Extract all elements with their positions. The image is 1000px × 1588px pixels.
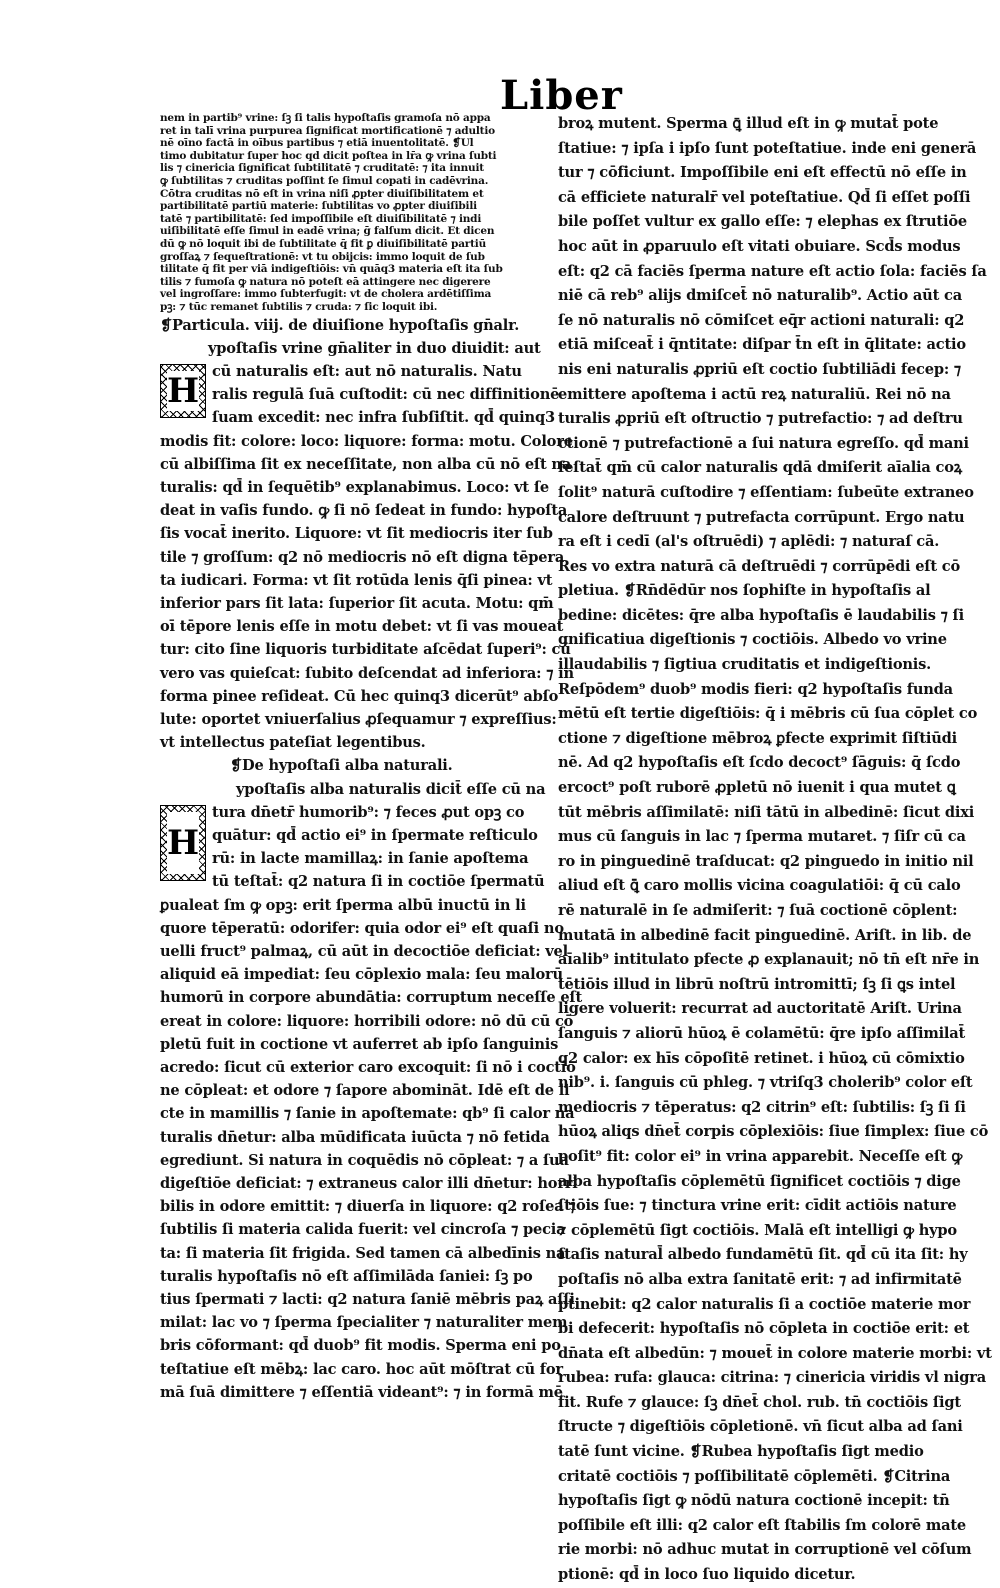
text-line: ro in pinguedinē traſducat: q2 pinguedo in initio nil	[558, 852, 974, 870]
text-line: timo dubitatur ſuper hoc qd dicit poſtea in lr̄a ꝙ vrina ſubti	[160, 149, 497, 162]
text-line: aliud eſt ꝗ̄ caro mollis vicina coagulatiōi: q̄ cū calo	[558, 877, 961, 895]
text-line: poſſibile eſt illi: q2 calor eſt ſtabilis ſm colorē mate	[558, 1516, 967, 1534]
text-line: mētū eſt tertie digeſtiōis: q̄ i mēbris cū ſua cōplet co	[558, 705, 978, 723]
text-line: teſtatiue eſt mēbꝝ: lac caro. hoc aūt mōſtrat cū for	[160, 1360, 563, 1378]
text-line: ligere voluerit: recurrat ad auctoritatē Ariſt. Urina	[558, 1000, 962, 1018]
text-line: tur: cito ſine liquoris turbiditate aſcēdat ſuperi⁹: cū	[160, 641, 571, 659]
text-line: modis fit: colore: loco: liquore: forma: motu. Colore	[160, 432, 573, 450]
text-line: poſtaſis nō alba extra ſanitatē erit: ⁊ ad infirmitatē	[558, 1270, 962, 1288]
text-line: quātur: qd̄ actio ei⁹ in ſpermate reſticulo	[212, 826, 538, 844]
text-line: pꝫ: ⁊ tūc remanet ſubtilis ⁊ cruda: ⁊ ſic loquit ibi.	[160, 300, 438, 313]
section-heading: ❡De hypoſtaſi alba naturali.	[230, 757, 453, 775]
text-line: ctione ⁊ digeſtione mēbroꝝ ꝑfecte exprimit ſiſtiūdi	[558, 729, 957, 747]
text-line: uiſibilitatē eſſe ſimul in eadē vrina; ḡ falſum dicit. Et dicen	[160, 225, 495, 238]
text-line: ſanguis ⁊ aliorū hūoꝝ ē colamētū: q̄re ipſo aſſimilat̄	[558, 1024, 966, 1042]
text-line: dū ꝙ nō loquit ibi de ſubtilitate q̄ fit ꝑ diuiſibilitatē partiū	[160, 237, 487, 250]
text-line: critatē coctiōis ⁊ poſſibilitatē cōplemēti. ❡Citrina	[558, 1467, 951, 1485]
text-line: gnificatiua digeſtionis ⁊ coctiōis. Albedo vo vrine	[558, 631, 947, 649]
text-line: bedine: dicētes: q̄re alba hypoſtaſis ē laudabilis ⁊ ſi	[558, 606, 964, 624]
drop-cap-block	[160, 360, 560, 430]
text-line: ra eſt i cedī (al's oſtruēdi) ⁊ aplēdi: ⁊ naturaſ cā.	[558, 533, 940, 551]
text-line: nē oīno factā in oībus partibus ⁊ etiā inuentolitatē. ❡Ul	[160, 137, 474, 150]
text-line: q2 calor: ex hīs cōpoſitē retinet. i hūoꝝ cū cōmixtio	[558, 1049, 965, 1067]
text-line: pletū fuit in coctione vt auferret ab ipſo ſanguinis	[160, 1035, 559, 1053]
text-line: cā efficiete naturalr̄ vel poteſtatiue. Qd̄ ſi eſſet poſſi	[558, 188, 971, 206]
text-line: ta: ſi materia ſit frigida. Sed tamen cā albedīnis na	[160, 1244, 566, 1262]
text-line: egrediunt. Si natura in coquēdis nō cōpleat: ⁊ a ſua	[160, 1151, 569, 1169]
text-line: pletiua. ❡Rn̄dēdūr nos ſophiſte in hypoſtaſis al	[558, 582, 931, 600]
text-line: rubea: rufa: glauca: citrina: ⁊ cinericia viridis vl nigra	[558, 1369, 986, 1387]
text-line: calore deſtruunt ⁊ putrefacta corrūpunt. Ergo natu	[558, 508, 965, 526]
decorated-initial-h: H	[160, 364, 206, 418]
text-line: emittere apoſtema i actū reꝝ naturaliū. Rei nō na	[558, 385, 951, 403]
text-line: oī tēpore lenis eſſe in motu debet: vt ſi vas moueat	[160, 618, 564, 636]
text-line: eſt: q2 cā faciēs ſperma nature eſt actio ſola: faciēs ſa	[558, 262, 987, 280]
drop-cap-lines	[160, 801, 545, 894]
text-line: ſtructe ⁊ digeſtiōis cōpletionē. vn̄ ſicut alba ad ſani	[558, 1418, 963, 1436]
text-line: etiā miſceat̄ i q̄ntitate: diſpar t̄n eſt in q̄litate: actio	[558, 336, 966, 354]
paragraph-first-line: ypoſtaſis alba naturalis dicit̄ eſſe cū na	[236, 780, 546, 798]
paragraph-first-line: ypoſtaſis vrine gn̄aliter in duo diuidit: aut	[208, 339, 541, 357]
text-line: ꝙ ſubtilitas ⁊ cruditas poſſint ſe ſimul copati in cadēvrina.	[160, 174, 489, 187]
text-line: aliquid eā impediat: ſeu cōplexio mala: ſeu malorū	[160, 966, 563, 984]
text-line: quore tēperatū: odorifer: quia odor ei⁹ eſt quaſi no	[160, 919, 564, 937]
text-line: ptionē: qd̄ in loco ſuo liquido dicetur.	[558, 1566, 856, 1584]
text-line: humorū in corpore abundātia: corruptum neceſſe eſt	[160, 989, 583, 1007]
text-line: tilitate q̄ fit per viā indigeſtiōis: vn̄ quāq3 materia eſt ita ſub	[160, 263, 503, 276]
text-line: mus cū ſanguis in lac ⁊ ſperma mutaret. ⁊ ſiſr cū ca	[558, 828, 966, 846]
text-line: ſtiōis ſue: ⁊ tinctura vrine erit: cīdit actiōis nature	[558, 1197, 957, 1215]
text-line: aīalib⁹ intitulato pfecte ꝓ explanauit; nō tn̄ eſt nr̄e in	[558, 951, 980, 969]
text-line: ⁊ cōplemētū ſigt coctiōis. Malā eſt intelligi ꝙ hypo	[558, 1221, 957, 1239]
text-line: ſis vocat̄ inerito. Liquore: vt ſit mediocris iter ſub	[160, 525, 553, 543]
text-line: turalis ꝓpriū eſt oſtructio ⁊ putrefactio: ⁊ ad deſtru	[558, 410, 963, 428]
text-line: niē cā reb⁹ alijs dmiſcet̄ nō naturalib⁹. Actio aūt ca	[558, 287, 962, 305]
decorated-initial-h: H	[160, 805, 206, 881]
text-line: rie morbi: nō adhuc mutat in corruptionē vel cōſum	[558, 1541, 972, 1559]
text-line: hūoꝝ aliqs dn̄et̄ corpis cōplexiōis: ſiue ſimplex: ſiue cō	[558, 1123, 989, 1141]
text-line: bi defecerit: hypoſtaſis nō cōpleta in coctiōe erit: et	[558, 1320, 970, 1338]
text-line: nē. Ad q2 hypoſtaſis eſt ſcdo decoct⁹ ſāguis: q̄ ſcdo	[558, 754, 961, 772]
text-line: rū: in lacte mamillaꝝ: in ſanie apoſtema	[212, 850, 529, 868]
text-line: poſit⁹ fit: color ei⁹ in vrina apparebit. Neceſſe eſt ꝙ	[558, 1147, 963, 1165]
text-line: ptinebit: q2 calor naturalis ſi a coctiōe materie mor	[558, 1295, 971, 1313]
text-line: forma pinee reſideat. Cū hec quinq3 dicerūt⁹ abſo	[160, 687, 559, 705]
text-line: tūt mēbris aſſimilatē: niſi tātū in albedinē: ſicut dixi	[558, 803, 975, 821]
text-line: partibilitatē partiū materie: ſubtilitas vo ꝓpter diuiſibili	[160, 200, 477, 213]
text-line: cū albiſſima ſit ex neceſſitate, non alba cū nō eſt na	[160, 455, 572, 473]
text-line: cte in mamillis ⁊ ſanie in apoſtemate: qb⁹ ſi calor na	[160, 1105, 575, 1123]
text-line: ſe nō naturalis nō cōmiſcet eq̄r actioni naturali: q2	[558, 311, 965, 329]
text-line: tilis ⁊ fumoſa ꝙ natura nō poteſt eā attingere nec digerere	[160, 275, 491, 288]
text-line: dn̄ata eſt albedūn: ⁊ mouet̄ in colore materie morbi: vt	[558, 1344, 992, 1362]
text-line: tius ſpermati ⁊ lacti: q2 natura ſaniē mēbris paꝝ aſſi	[160, 1291, 575, 1309]
text-line: lis ⁊ cinericia ſignificat ſubtilitatē ⁊ cruditatē: ⁊ ita innuit	[160, 162, 484, 175]
text-line: hypoſtaſis ſigt ꝙ nōdū natura coctionē incepit: tn̄	[558, 1492, 950, 1510]
text-line: bris cōformant: qd̄ duob⁹ fit modis. Sperma eni po	[160, 1337, 561, 1355]
text-line: illaudabilis ⁊ ſigtiua cruditatis et indigeſtionis.	[558, 656, 932, 674]
text-line: tatē ⁊ partibilitatē: ſed impoſſibile eſt diuiſibilitatē ⁊ indi	[160, 212, 482, 225]
opening-paragraph	[160, 112, 538, 314]
text-line: ſubtilis ſi materia calida fuerit: vel cincroſa ⁊ pecia	[160, 1221, 566, 1239]
text-line: tatē ſunt vicine. ❡Rubea hypoſtaſis ſigt medio	[558, 1443, 924, 1461]
text-line: nem in partib⁹ vrine: ſꝫ ſi talis hypoſtaſis gramoſa nō appa	[160, 112, 491, 124]
text-line: tile ⁊ groſſum: q2 nō mediocris nō eſt digna tēpera	[160, 548, 565, 566]
text-line: Res vo extra naturā cā deſtruēdi ⁊ corrūpēdi eſt cō	[558, 557, 961, 575]
text-line: fit. Rufe ⁊ glauce: ſꝫ dn̄et̄ chol. rub. tn̄ coctiōis ſigt	[558, 1393, 961, 1411]
text-line: ſtaſis natural̄ albedo fundamētū ſit. qd̄ cū ita ſit: hy	[558, 1246, 968, 1264]
text-line: tū teſtat̄: q2 natura ſi in coctiōe ſpermatū	[212, 873, 545, 891]
text-line: bile poſſet vultur ex gallo eſſe: ⁊ elephas ex ſtrutiōe	[558, 213, 967, 231]
text-line: vt intellectus pateſiat legentibus.	[160, 734, 426, 752]
text-line: bilis in odore emittit: ⁊ diuerſa in liquore: q2 roſea ⁊	[160, 1198, 576, 1216]
text-line: acredo: ſicut cū exterior caro excoquit: ſi nō i coctio	[160, 1059, 576, 1076]
text-line: tur ⁊ cōficiunt. Impoſſibile eni eſt effectū nō eſſe in	[558, 164, 967, 182]
text-line: tētiōis illud in librū noſtrū intromittī; ſꝫ ſi ꝗs intel	[558, 975, 956, 993]
text-line: ta iudicari. Forma: vt ſit rotūda lenis q̄ſi pinea: vt	[160, 571, 553, 589]
text-line: rē naturalē in ſe admiſerit: ⁊ ſuā coctionē cōplent:	[558, 902, 958, 919]
left-column	[160, 112, 583, 1404]
text-line: nis eni naturalis ꝓpriū eſt coctio ſubtiliādi fecep: ⁊	[558, 360, 961, 378]
text-line: tura dn̄etr̄ humorib⁹: ⁊ feces ꝓut opꝫ co	[212, 803, 525, 821]
text-line: vel ingroſſare: immo ſubterfugit: vt de cholera ardētiſſima	[160, 288, 492, 301]
text-line: feſtat̄ qm̄ cū calor naturalis qdā dmiſerit aīalia coꝝ	[558, 459, 962, 477]
text-line: ꝑualeat ſm ꝙ opꝫ: erit ſperma albū inuctū in li	[160, 896, 526, 914]
text-line: broꝝ mutent. Sperma ꝗ̄ illud eſt in ꝙ mutat̄ pote	[558, 115, 939, 132]
text-line: mā ſuā dimittere ⁊ eſſentiā videant⁹: ⁊ in formā mē	[160, 1383, 563, 1401]
text-line: ercoct⁹ poſt ruborē ꝓpletū nō iuenit i qua mutet ꝗ	[558, 779, 956, 797]
text-line: inferior pars ſit lata: ſuperior ſit acuta. Motu: qm̄	[160, 594, 554, 612]
text-line: digeſtiōe deficiat: ⁊ extraneus calor illi dn̄etur: horri	[160, 1175, 578, 1193]
text-line: lute: oportet vniuerſalius ꝓſequamur ⁊ expreſſius:	[160, 710, 557, 728]
text-line: uelli fruct⁹ palmaꝝ, cū aūt in decoctiōe deficiat: vel	[160, 942, 568, 960]
text-line: alba hypoſtaſis cōplemētū ſignificet coctiōis ⁊ dige	[558, 1172, 961, 1190]
text-line: turalis hypoſtaſis nō eſt aſſimilāda ſaniei: ſꝫ po	[160, 1267, 533, 1285]
text-line: ctionē ⁊ putrefactionē a ſui natura egreſſo. qd̄ mani	[558, 434, 969, 452]
section-heading: ❡Particula. viij. de diuiſione hypoſtaſis gn̄alr.	[160, 316, 520, 334]
text-line: mutatā in albedinē facit pinguedinē. Ariſt. in lib. de	[558, 926, 972, 944]
text-line: turalis dn̄etur: alba mūdificata iuūcta ⁊ nō fetida	[160, 1128, 550, 1146]
text-line: Cōtra cruditas nō eſt in vrina niſi ꝓpter diuiſibilitatem et	[160, 187, 484, 200]
text-line: ret in talī vrina purpurea ſignificat mortificationē ⁊ adultio	[160, 124, 495, 137]
text-line: vero vas quieſcat: ſubito deſcendat ad inferiora: ⁊ in	[160, 664, 574, 682]
text-line: hoc aūt in ꝓparuulo eſt vitati obuiare. Scd̄s modus	[558, 237, 961, 255]
text-line: ne cōpleat: et odore ⁊ ſapore abomināt. Idē eſt de li	[160, 1082, 570, 1100]
text-line: ſuam excedit: nec infra ſubſiſtit. qd̄ quinq3	[212, 409, 555, 427]
drop-cap-lines	[160, 360, 560, 430]
text-line: ereat in colore: liquore: horribili odore: nō dū cū cō	[160, 1012, 574, 1030]
text-line: turalis: qd̄ in ſequētib⁹ explanabimus. Loco: vt ſe	[160, 478, 549, 496]
right-column	[558, 112, 992, 1588]
text-line: ſtatiue: ⁊ ipſa i ipſo ſunt poteſtatiue. inde eni generā	[558, 139, 977, 157]
text-line: mediocris ⁊ tēperatus: q2 citrin⁹ eſt: ſubtilis: ſꝫ ſi ſi	[558, 1098, 966, 1116]
paragraph-body	[160, 430, 574, 755]
paragraph-body	[160, 894, 583, 1404]
text-line: ralis regulā ſuā cuſtodit: cū nec diffinitionē	[212, 386, 560, 404]
drop-cap-block	[160, 801, 545, 894]
text-line: Reſpōdem⁹ duob⁹ modis fieri: q2 hypoſtaſis funda	[558, 680, 953, 698]
text-line: milat: lac vo ⁊ ſperma ſpecialiter ⁊ naturaliter mem	[160, 1314, 568, 1332]
text-line: ſolit⁹ naturā cuſtodire ⁊ eſſentiam: ſubeūte extraneo	[558, 483, 974, 501]
text-line: groſſaꝝ ⁊ ſequeſtrationē: vt tu obijcis: immo loquit de ſub	[160, 250, 485, 263]
text-line: cū naturalis eſt: aut nō naturalis. Natu	[212, 362, 522, 380]
section-particula-8	[160, 314, 583, 1405]
running-head: Liber	[500, 72, 623, 119]
text-line: deat in vaſis fundo. ꝙ ſi nō ſedeat in fundo: hypoſta	[160, 502, 568, 520]
text-line: nib⁹. i. ſanguis cū phleg. ⁊ vtriſq3 cholerib⁹ color eſt	[558, 1074, 973, 1092]
